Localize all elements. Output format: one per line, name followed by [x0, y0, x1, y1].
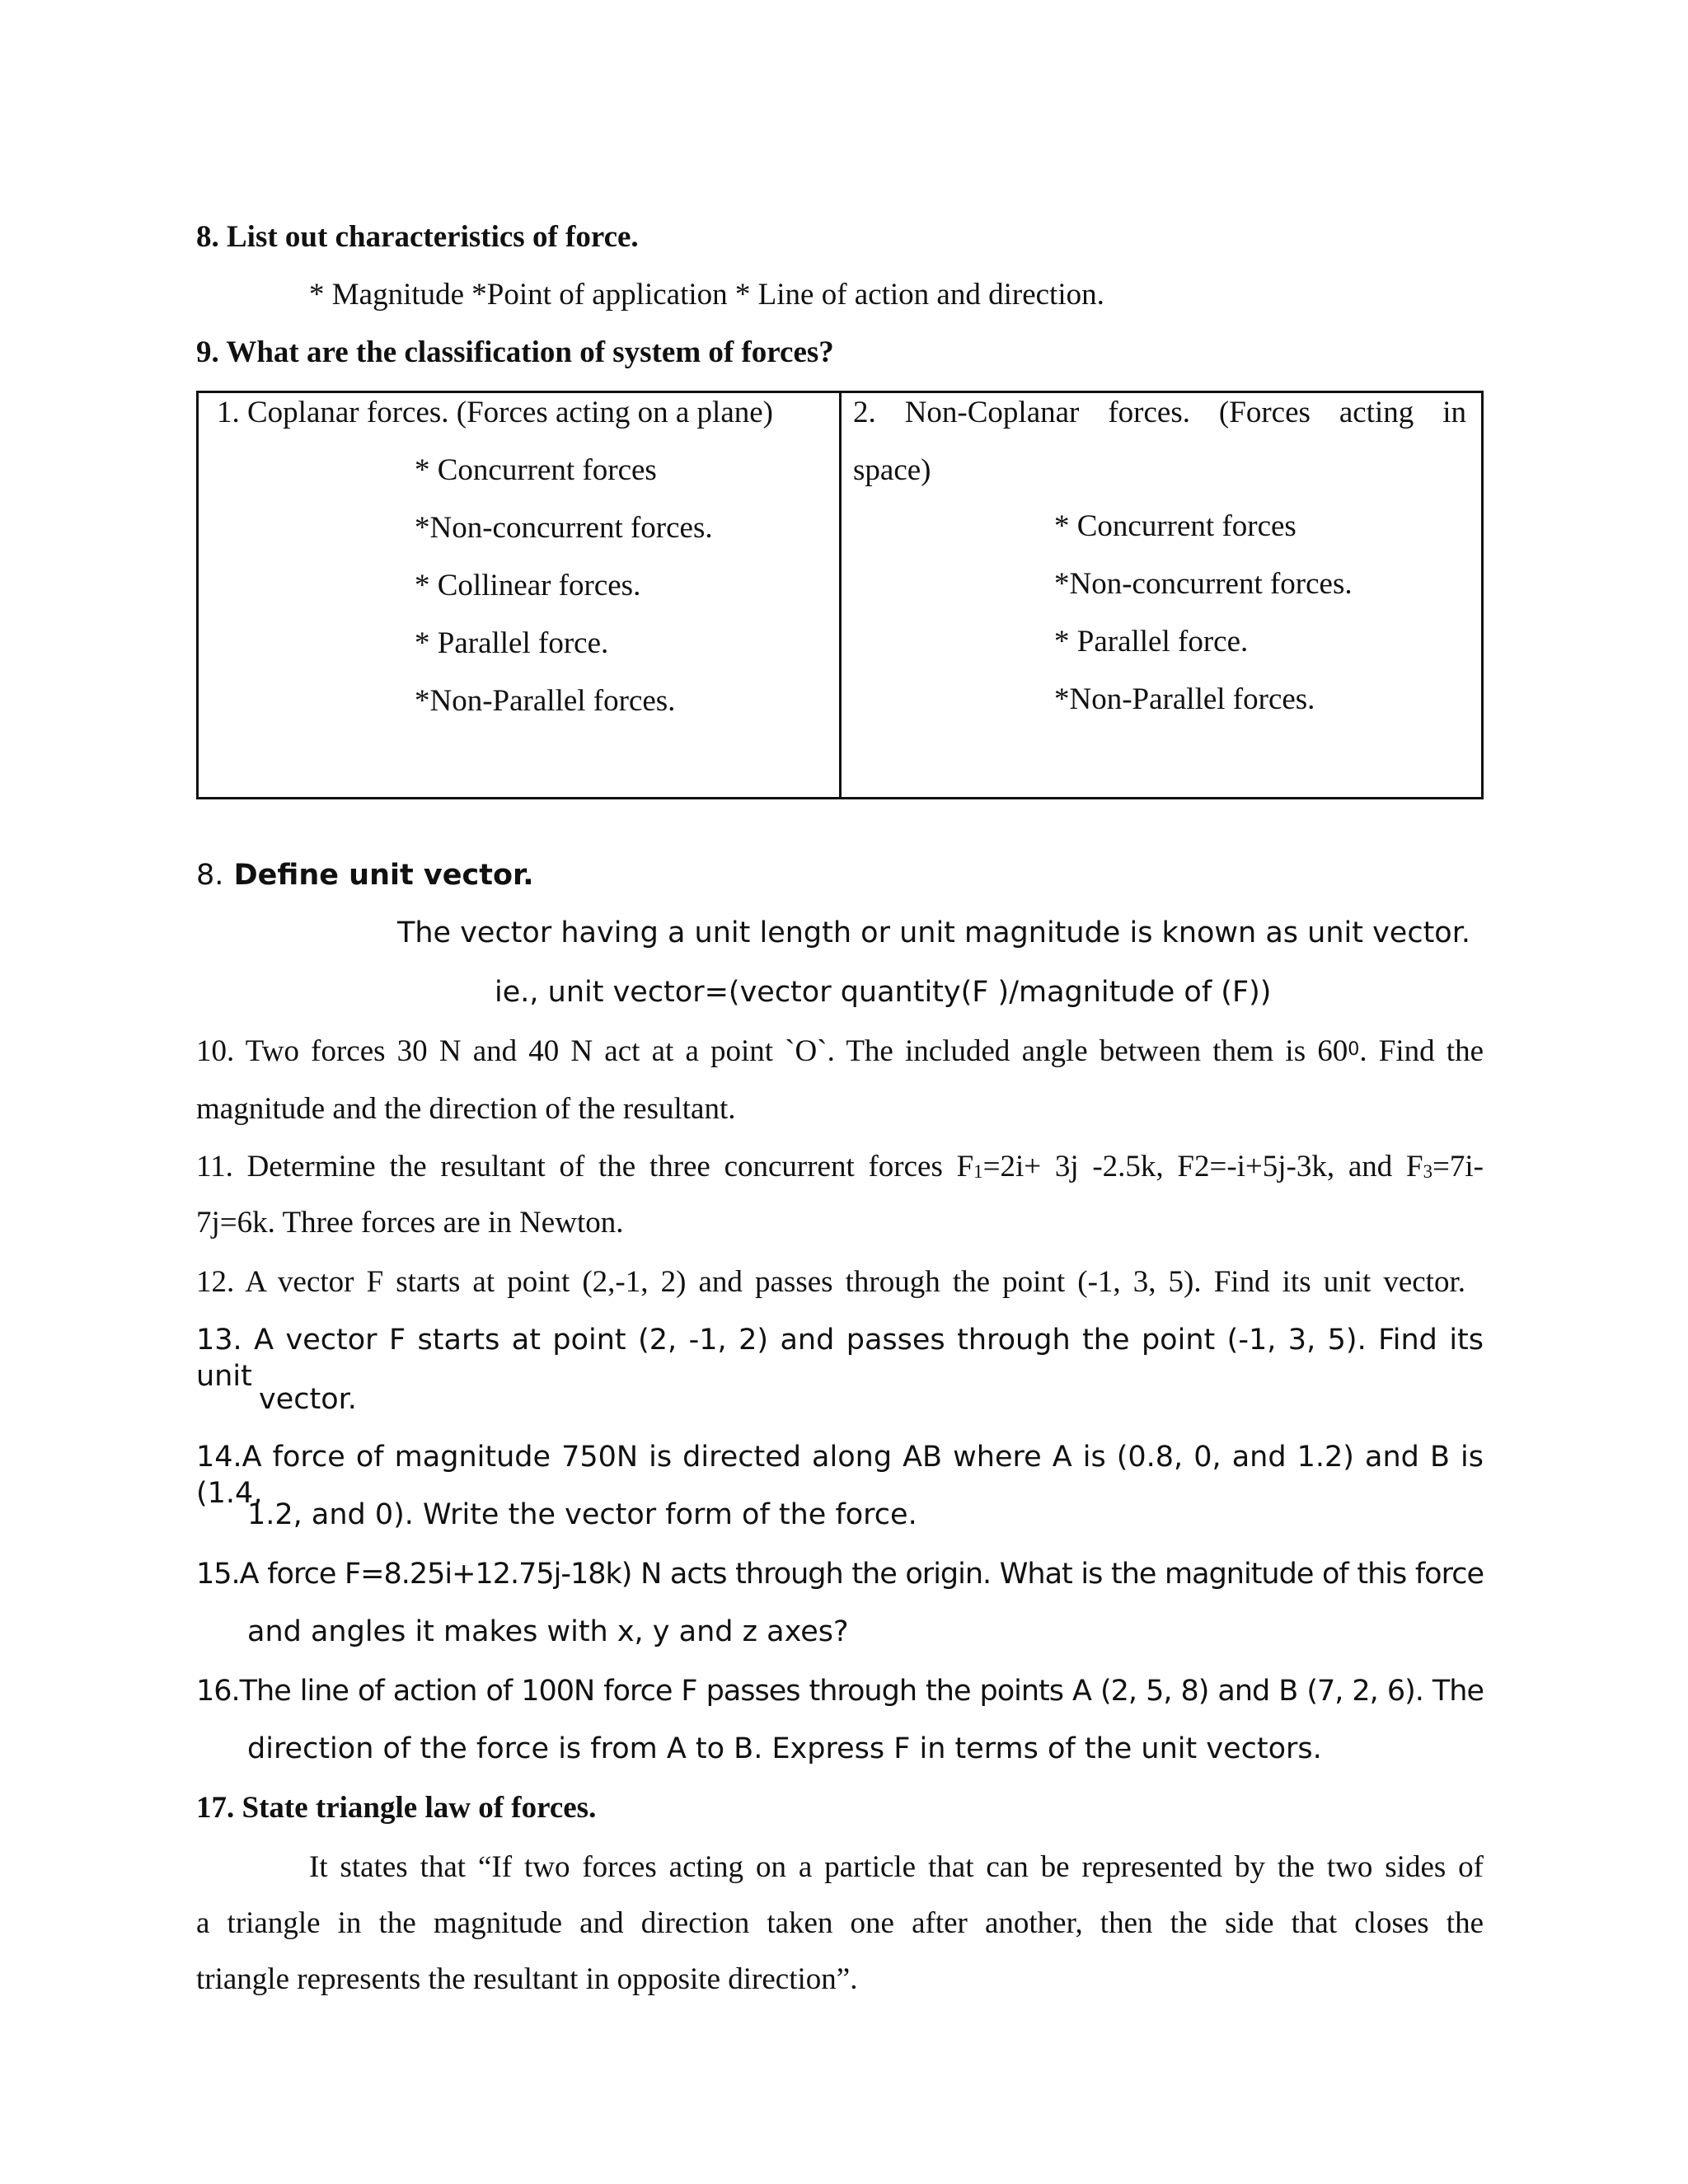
question-13-line2: vector. [259, 1383, 357, 1416]
list-item: * Concurrent forces [415, 453, 657, 487]
question-10-text: 10. Two forces 30 N and 40 N act at a point `O`. The included angle between them is 60 [196, 1034, 1348, 1068]
question-9-heading: 9. What are the classification of system of forces? [196, 335, 834, 369]
non-coplanar-title-line2: space) [853, 453, 931, 487]
question-11-text-mid: =2i+ 3j -2.5k, F2=-i+5j-3k, and F [982, 1150, 1423, 1183]
subscript: 3 [1423, 1161, 1433, 1183]
list-item: * Collinear forces. [415, 569, 641, 602]
list-item: *Non-Parallel forces. [1054, 682, 1315, 716]
subscript: 1 [973, 1161, 983, 1183]
question-11-line2: 7j=6k. Three forces are in Newton. [196, 1206, 624, 1240]
question-10-text-end: . Find the [1359, 1034, 1484, 1068]
list-item: *Non-Parallel forces. [415, 684, 676, 718]
degree-superscript: 0 [1348, 1038, 1360, 1061]
list-item: *Non-concurrent forces. [415, 511, 713, 545]
triangle-law-line3: triangle represents the resultant in opposite direction”. [196, 1962, 858, 1996]
question-16-line2: direction of the force is from A to B. Express F in terms of the unit vectors. [247, 1732, 1322, 1765]
non-coplanar-forces-cell [842, 393, 1481, 797]
question-13-line1: 13. A vector F starts at point (2, -1, 2) and passes through the point (-1, 3, 5). Find its unit [196, 1324, 1484, 1393]
unit-vector-formula: ie., unit vector=(vector quantity(F )/magnitude of (F)) [495, 976, 1272, 1009]
question-14-line1: 14.A force of magnitude 750N is directed along AB where A is (0.8, 0, and 1.2) and B is (1.4, [196, 1441, 1484, 1510]
question-12: 12. A vector F starts at point (2,-1, 2) and passes through the point (-1, 3, 5). Find its unit vector. [196, 1265, 1465, 1299]
triangle-law-line2: a triangle in the magnitude and direction taken one after another, then the side that closes the [196, 1906, 1484, 1940]
question-11-line1 [196, 1149, 1484, 1185]
question-10-line1 [196, 1033, 1484, 1070]
question-11-text-end: =7i- [1432, 1150, 1484, 1183]
question-8-heading: 8. List out characteristics of force. [196, 220, 639, 254]
list-item: *Non-concurrent forces. [1054, 567, 1353, 601]
unit-vector-definition: The vector having a unit length or unit magnitude is known as unit vector. [397, 916, 1471, 949]
question-11-text: 11. Determine the resultant of the three concurrent forces F [196, 1150, 974, 1183]
heading-number: 8. [196, 859, 224, 892]
question-15-line1: 15.A force F=8.25i+12.75j-18k) N acts through the origin. What is the magnitude of this force [196, 1558, 1484, 1591]
non-coplanar-title-line1: 2. Non-Coplanar forces. (Forces acting in [853, 396, 1466, 429]
question-10-line2: magnitude and the direction of the resultant. [196, 1092, 736, 1126]
question-8-answer: * Magnitude *Point of application * Line of action and direction. [309, 278, 1104, 312]
triangle-law-line1: It states that “If two forces acting on a particle that can be represented by the two sides of [309, 1850, 1484, 1884]
list-item: * Concurrent forces [1054, 509, 1296, 543]
list-item: * Parallel force. [415, 626, 609, 660]
question-14-line2: 1.2, and 0). Write the vector form of the force. [247, 1498, 917, 1531]
question-17-heading: 17. State triangle law of forces. [196, 1791, 597, 1825]
coplanar-forces-cell [199, 393, 839, 797]
heading-text: Define unit vector. [223, 859, 534, 892]
coplanar-title: 1. Coplanar forces. (Forces acting on a plane) [217, 396, 773, 429]
define-unit-vector-heading [196, 857, 534, 893]
force-classification-table [196, 391, 1484, 799]
question-15-line2: and angles it makes with x, y and z axes? [247, 1615, 849, 1648]
list-item: * Parallel force. [1054, 625, 1249, 658]
question-16-line1: 16.The line of action of 100N force F passes through the points A (2, 5, 8) and B (7, 2, 6). The [196, 1675, 1484, 1708]
